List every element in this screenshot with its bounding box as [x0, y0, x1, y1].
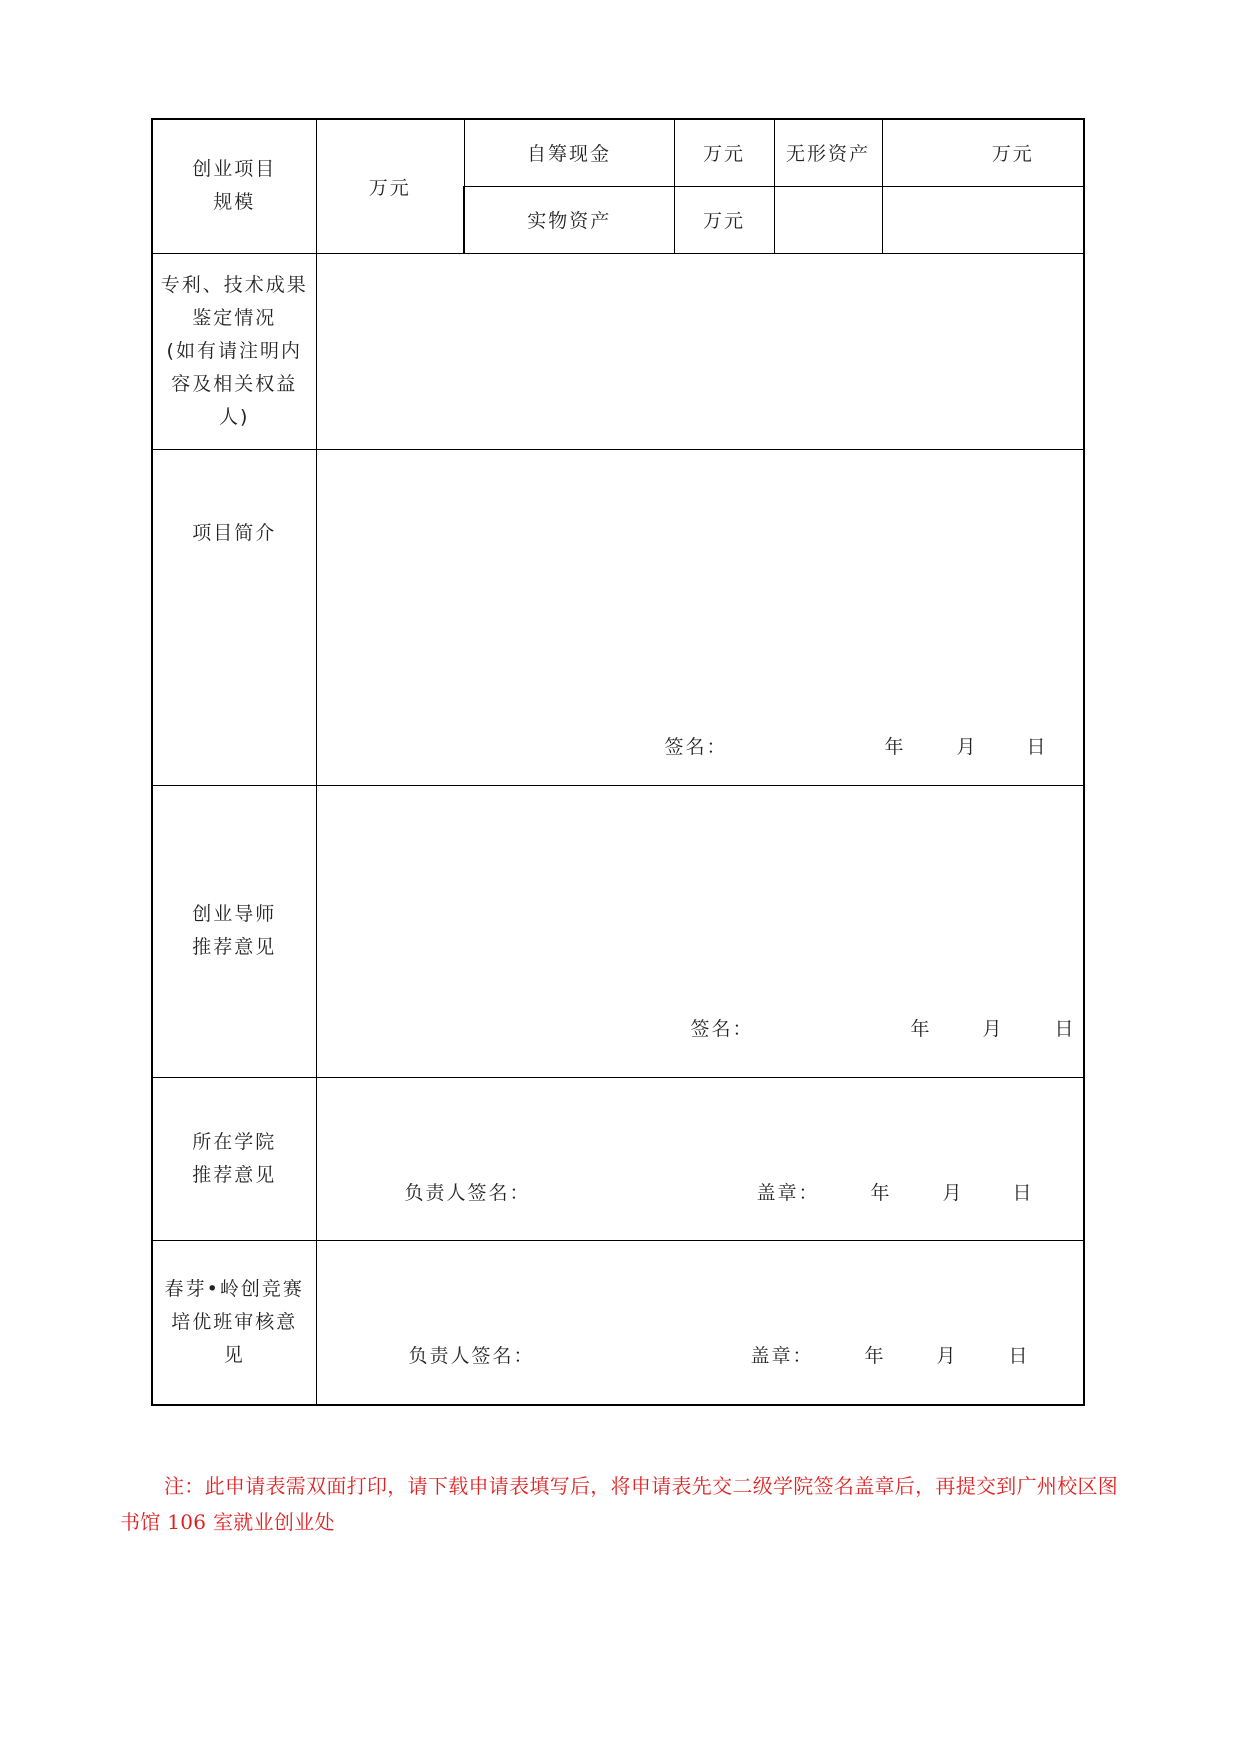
intro-year: 年 — [884, 735, 906, 758]
training-person-sign: 负责人签名： — [408, 1344, 535, 1367]
print-note: 注：此申请表需双面打印，请下载申请表填写后，将申请表先交二级学院签名盖章后，再提交到广州校区图书馆 106 室就业创业处 — [120, 1474, 1119, 1534]
intro-sign-label: 签名： — [664, 735, 728, 758]
mentor-sign-label: 签名： — [690, 1017, 754, 1040]
patent-label-line: 容及相关权益 — [171, 372, 298, 395]
intangible-amount-cell[interactable] — [882, 119, 1084, 186]
intangible-label: 无形资产 — [774, 119, 882, 186]
physical-label: 实物资产 — [464, 186, 674, 253]
intro-month: 月 — [956, 735, 978, 758]
intro-label-text: 项目简介 — [192, 522, 277, 544]
scale-label — [152, 119, 316, 253]
patent-label — [152, 253, 316, 449]
intangible-unit: 万元 — [991, 143, 1034, 166]
self-cash-amount-cell[interactable] — [674, 119, 774, 186]
college-label — [152, 1077, 316, 1240]
training-label — [152, 1240, 316, 1405]
intro-label — [152, 449, 316, 785]
training-month: 月 — [936, 1344, 958, 1367]
mentor-day: 日 — [1054, 1017, 1076, 1040]
training-year: 年 — [864, 1344, 886, 1367]
empty-cell-a[interactable] — [774, 186, 882, 253]
intro-day: 日 — [1026, 735, 1048, 758]
training-label-line: 培优班审核意 — [171, 1310, 298, 1333]
patent-content-cell[interactable] — [316, 253, 1084, 449]
patent-label-line: 专利、技术成果 — [160, 273, 308, 296]
college-row — [152, 1077, 1084, 1240]
training-label-line: 见 — [223, 1343, 245, 1366]
mentor-month: 月 — [982, 1017, 1004, 1040]
training-content-cell[interactable] — [316, 1240, 1084, 1405]
college-content-cell[interactable] — [316, 1077, 1084, 1240]
college-month: 月 — [942, 1181, 964, 1204]
scale-label-line2: 规模 — [213, 191, 256, 214]
training-stamp: 盖章： — [750, 1344, 814, 1367]
scale-label-line1: 创业项目 — [192, 158, 277, 181]
self-cash-unit: 万元 — [702, 143, 745, 166]
college-label-line1: 所在学院 — [192, 1130, 277, 1153]
total-amount-cell[interactable] — [316, 119, 464, 253]
college-year: 年 — [870, 1181, 892, 1204]
patent-label-line: (如有请注明内 — [166, 339, 302, 362]
application-form-table — [151, 118, 1085, 1406]
patent-label-line: 人) — [219, 405, 250, 428]
scale-row-1 — [152, 119, 1084, 186]
mentor-row — [152, 785, 1084, 1077]
college-stamp: 盖章： — [756, 1181, 820, 1204]
training-day: 日 — [1008, 1344, 1030, 1367]
training-label-line: 春芽•岭创竞赛 — [164, 1277, 304, 1300]
empty-cell-b[interactable] — [882, 186, 1084, 253]
patent-row — [152, 253, 1084, 449]
mentor-label-line2: 推荐意见 — [192, 936, 277, 958]
college-person-sign: 负责人签名： — [404, 1181, 531, 1204]
mentor-content-cell[interactable] — [316, 785, 1084, 1077]
intro-row — [152, 449, 1084, 785]
mentor-label-line1: 创业导师 — [192, 903, 277, 925]
intro-content-cell[interactable] — [316, 449, 1084, 785]
college-label-line2: 推荐意见 — [192, 1163, 277, 1186]
patent-label-line: 鉴定情况 — [192, 306, 277, 329]
total-unit: 万元 — [368, 176, 411, 199]
physical-unit: 万元 — [702, 210, 745, 232]
training-row — [152, 1240, 1084, 1405]
self-cash-label: 自筹现金 — [464, 119, 674, 186]
mentor-year: 年 — [910, 1017, 932, 1040]
mentor-label — [152, 785, 316, 1077]
college-day: 日 — [1012, 1181, 1034, 1204]
physical-amount-cell[interactable] — [674, 186, 774, 253]
